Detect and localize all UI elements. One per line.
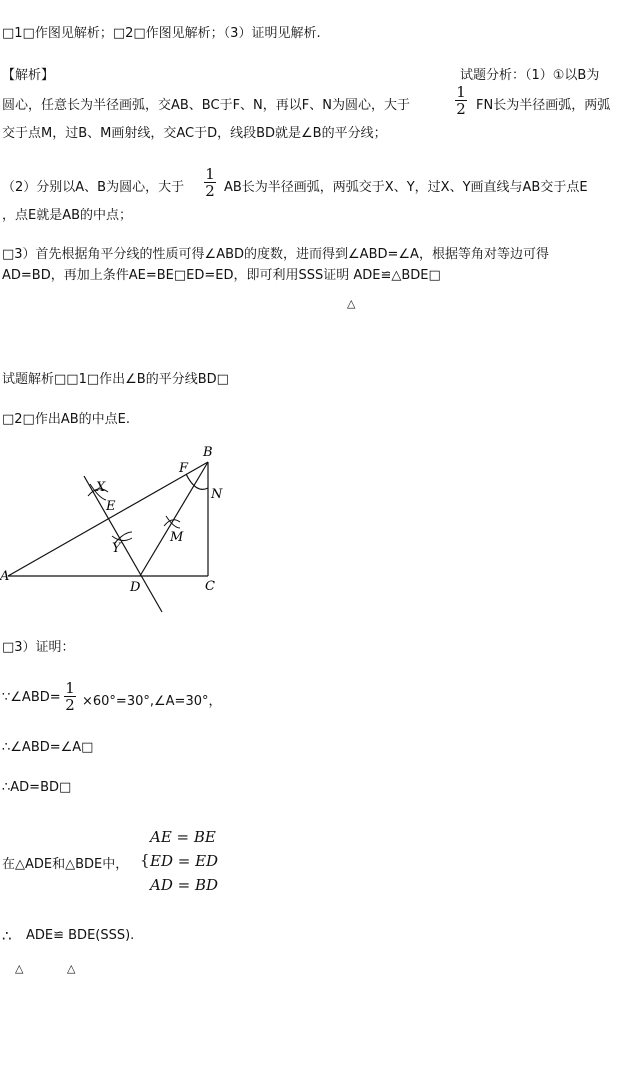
analysis-p2-b: AB长为半径画弧，两弧交于X、Y，过X、Y画直线与AB交于点E [224,180,588,195]
equation-3: AD = BD [150,876,219,894]
answer-line: □1□作图见解析；□2□作图见解析；（3）证明见解析. [2,26,321,41]
triangle-symbol-2: △ [15,962,24,975]
label-B: B [203,445,213,460]
equation-1: AE = BE [150,828,216,846]
analysis-p3-a: □3）首先根据角平分线的性质可得∠ABD的度数，进而得到∠ABD=∠A，根据等角对等边可得 [2,247,549,262]
triangle-symbol-3: △ [67,962,76,975]
in-triangles-label: 在△ADE和△BDE中， [2,857,129,872]
analysis-p2-c: ，点E就是AB的中点； [2,208,133,223]
jiexi-heading: 【解析】 [2,68,55,83]
label-M: M [170,530,184,545]
analysis-p1-b: FN长为半径画弧，两弧 [476,98,611,113]
fraction-half-1: 1 2 [456,83,466,118]
label-Y: Y [112,541,121,556]
geometry-diagram [0,440,240,620]
fraction-half-2: 1 2 [205,165,215,200]
label-A: A [0,569,10,584]
analysis-p3-b: AD=BD，再加上条件AE=BE□ED=ED，即可利用SSS证明 ADE≌△BDE□ [2,268,441,283]
conclusion-text: ADE≌ BDE(SSS). [26,928,135,943]
system-brace: { [140,851,150,869]
fraction-half-3: 1 2 [65,679,75,714]
label-C: C [205,579,215,594]
because-line-b: ×60°=30°,∠A=30°， [82,694,222,709]
label-E: E [106,499,116,514]
analysis-p1-a: 圆心，任意长为半径画弧，交AB、BC于F、N，再以F、N为圆心，大于 [2,98,410,113]
solution-2: □2□作出AB的中点E. [2,412,130,427]
perpendicular-bisector-line [84,476,162,612]
arc-at-B [186,474,208,489]
solution-1: 试题解析□□1□作出∠B的平分线BD□ [2,372,229,387]
analysis-p2-a: （2）分别以A、B为圆心，大于 [2,180,185,195]
label-X: X [96,480,106,495]
because-line-a: ∵∠ABD= [2,690,61,705]
triangle-symbol-1: △ [347,297,356,310]
bisector-BD [140,462,208,576]
proof-heading: □3）证明： [2,640,75,655]
label-D: D [130,580,141,595]
analysis-title: 试题分析：（1）①以B为 [460,68,600,83]
therefore-line-1: ∴∠ABD=∠A□ [2,740,94,755]
label-N: N [211,487,223,502]
conclusion-symbol: ∴ [2,927,12,945]
equation-2: ED = ED [150,852,219,870]
label-F: F [179,461,189,476]
therefore-line-2: ∴AD=BD□ [2,780,72,795]
analysis-p1-c: 交于点M，过B、M画射线，交AC于D，线段BD就是∠B的平分线； [2,126,387,141]
